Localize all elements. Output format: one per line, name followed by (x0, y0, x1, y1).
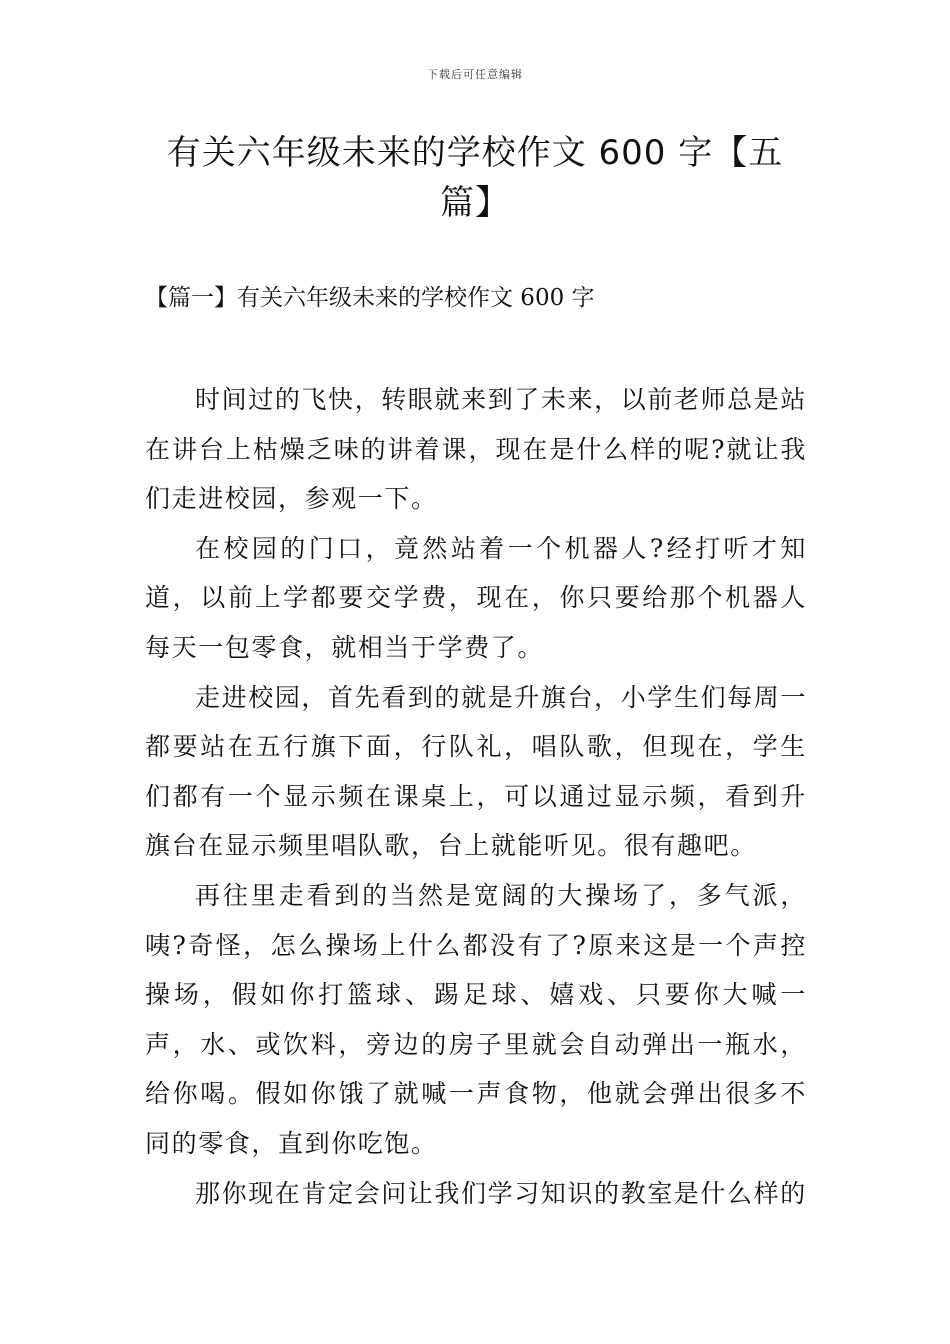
paragraph: 时间过的飞快，转眼就来到了未来，以前老师总是站在讲台上枯燥乏味的讲着课，现在是什么样的呢?就让我们走进校园，参观一下。 (145, 385, 807, 514)
header-note: 下载后可任意编辑 (427, 68, 523, 81)
paragraph: 那你现在肯定会问让我们学习知识的教室是什么样的 (195, 1178, 807, 1208)
essay-body (145, 375, 807, 1218)
document-title: 有关六年级未来的学校作文 600 字【五篇】 (166, 133, 784, 223)
paragraph: 走进校园，首先看到的就是升旗台，小学生们每周一都要站在五行旗下面，行队礼，唱队歌，但现在，学生们都有一个显示频在课桌上，可以通过显示频，看到升旗台在显示频里唱队歌，台上就能听见。很有趣吧。 (145, 682, 807, 861)
section-heading: 【篇一】有关六年级未来的学校作文 600 字 (145, 285, 595, 311)
paragraph: 在校园的门口，竟然站着一个机器人?经打听才知道，以前上学都要交学费，现在，你只要给那个机器人每天一包零食，就相当于学费了。 (145, 533, 807, 662)
paragraph: 再往里走看到的当然是宽阔的大操场了，多气派，咦?奇怪，怎么操场上什么都没有了?原来这是一个声控操场，假如你打篮球、踢足球、嬉戏、只要你大喊一声，水、或饮料，旁边的房子里就会自动弹出一瓶水，给你喝。假如你饿了就喊一声食物，他就会弹出很多不同的零食，直到你吃饱。 (145, 880, 807, 1158)
